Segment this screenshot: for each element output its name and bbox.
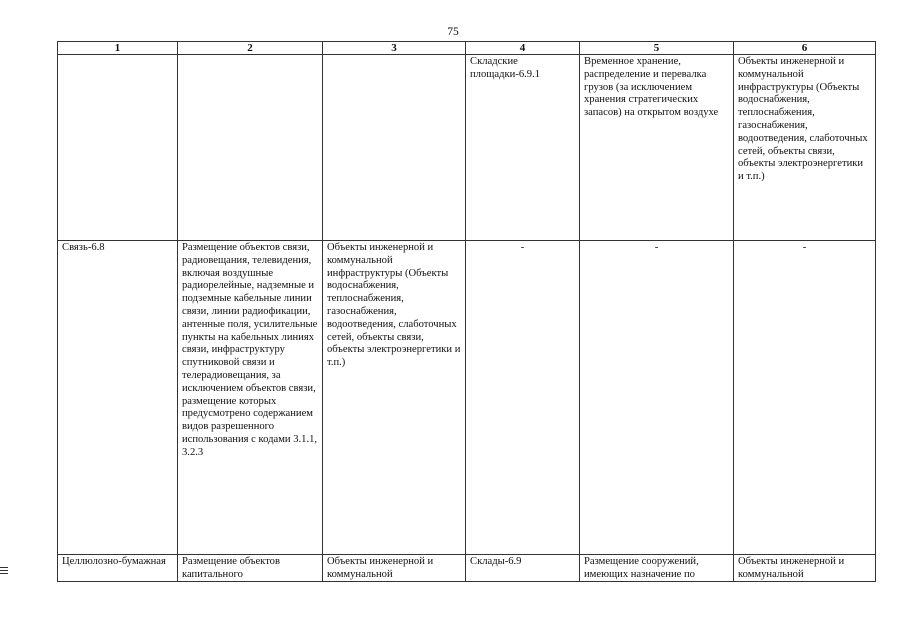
table-row (58, 555, 876, 582)
table-cell: Размещение объектов связи, радиовещания, телевидения, включая воздушные радиорелейные, надземные и подземные кабельные линии связи, линии радиофикации, антенные поля, усилительные пункты на кабельных линиях связи, инфраструктуру спутниковой связи и телерадиовещания, за исключением объектов связи, размещение которых предусмотрено содержанием видов разрешенного использования с кодами 3.1.1, 3.2.3 (178, 241, 323, 555)
table-cell: - (580, 241, 734, 555)
table-cell (323, 555, 466, 582)
table-cell (580, 555, 734, 582)
table-cell (734, 555, 876, 582)
column-header-1: 1 (58, 42, 178, 55)
column-header-2: 2 (178, 42, 323, 55)
column-header-6: 6 (734, 42, 876, 55)
table-cell (58, 55, 178, 241)
zoning-table (57, 41, 876, 582)
table-cell (58, 555, 178, 582)
table-row (58, 241, 876, 555)
column-header-4: 4 (466, 42, 580, 55)
cell-text: Склады-6.9 (470, 556, 522, 567)
table-cell: Связь-6.8 (58, 241, 178, 555)
cell-text: Размещение сооружений, имеющих назначение по (584, 556, 699, 580)
table-cell (178, 555, 323, 582)
table-cell: Складские площадки-6.9.1 (466, 55, 580, 241)
table-cell (323, 55, 466, 241)
cell-text: Объекты инженерной и коммунальной (738, 556, 845, 580)
column-header-5: 5 (580, 42, 734, 55)
cell-text: Объекты инженерной и коммунальной (327, 556, 434, 580)
table-cell: Объекты инженерной и коммунальной инфраструктуры (Объекты водоснабжения, теплоснабжения, газоснабжения, водоотведения, слаботочных сетей, объекты связи, объекты электроэнергетики и т.п.) (734, 55, 876, 241)
table-cell (466, 555, 580, 582)
page-number: 75 (447, 26, 459, 38)
scan-edge-mark (0, 567, 8, 574)
table-header-row (58, 42, 876, 55)
cell-text: Целлюлозно-бумажная (62, 556, 166, 567)
table-cell: - (466, 241, 580, 555)
column-header-3: 3 (323, 42, 466, 55)
table-cell: - (734, 241, 876, 555)
table-cell (178, 55, 323, 241)
table-cell: Объекты инженерной и коммунальной инфраструктуры (Объекты водоснабжения, теплоснабжения, газоснабжения, водоотведения, слаботочных сетей, объекты связи, объекты электроэнергетики и т.п.) (323, 241, 466, 555)
cell-text: Размещение объектов капитального (182, 556, 280, 580)
table-row (58, 55, 876, 241)
table-cell: Временное хранение, распределение и перевалка грузов (за исключением хранения стратегических запасов) на открытом воздухе (580, 55, 734, 241)
